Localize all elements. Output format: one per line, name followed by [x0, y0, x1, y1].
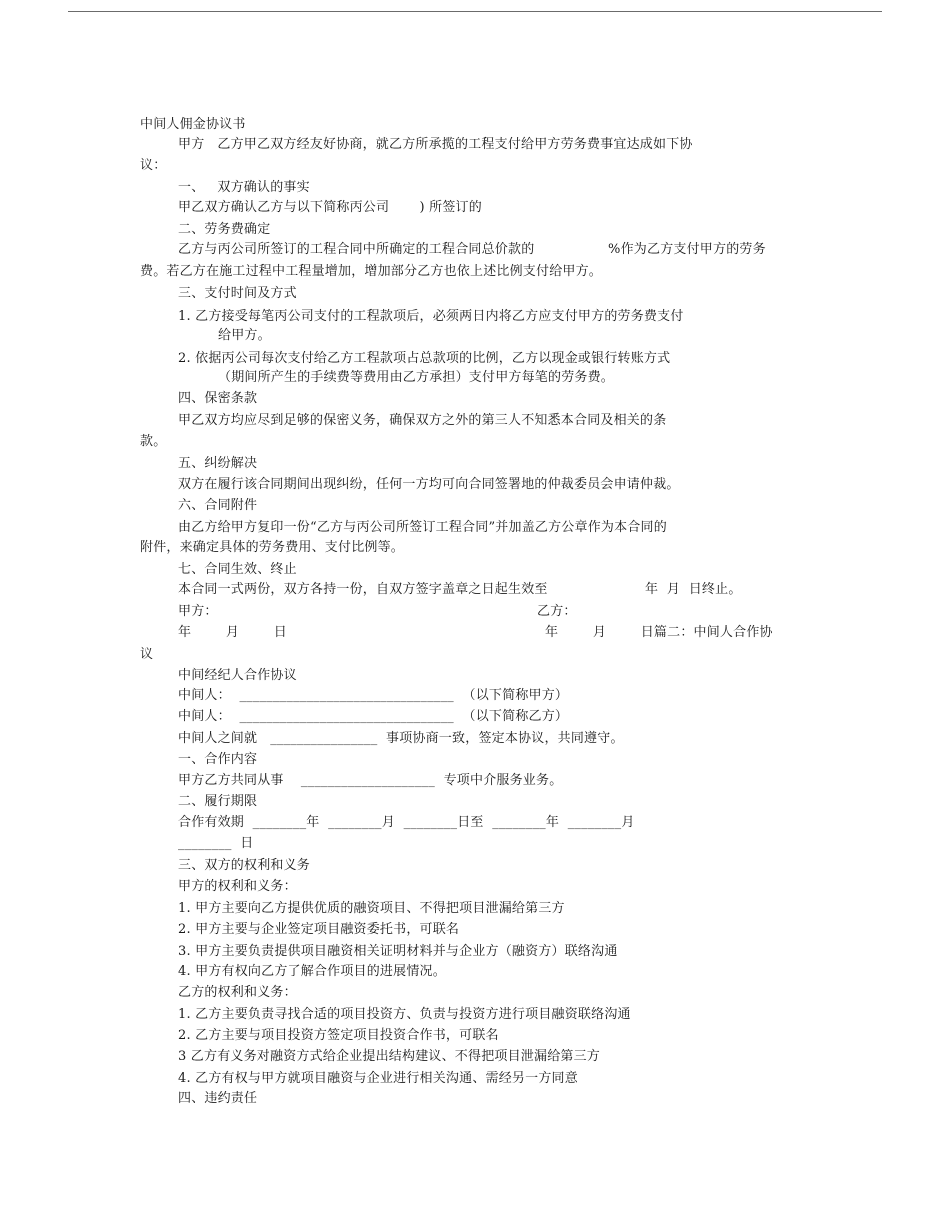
second-document-title: 中间经纪人合作协议: [178, 668, 297, 683]
paragraph-line: 甲方 乙方甲乙双方经友好协商，就乙方所承揽的工程支付给甲方劳务费事宜达成如下协: [178, 137, 693, 152]
list-item-continuation: （期间所产生的手续费等费用由乙方承担）支付甲方每笔的劳务费。: [218, 370, 615, 385]
list-item: 1. 乙方接受每笔丙公司支付的工程款项后，必须两日内将乙方应支付甲方的劳务费支付: [178, 309, 684, 324]
list-item: 1. 甲方主要向乙方提供优质的融资项目、不得把项目泄漏给第三方: [178, 901, 565, 916]
section-heading: 四、保密条款: [178, 391, 258, 406]
paragraph-line: 款。: [140, 434, 167, 449]
list-item: 3 乙方有义务对融资方式给企业提出结构建议、不得把项目泄漏给第三方: [178, 1049, 601, 1064]
section-heading: 七、合同生效、终止: [178, 562, 297, 577]
list-item: 2. 甲方主要与企业签定项目融资委托书，可联名: [178, 922, 460, 937]
section-heading: 三、双方的权利和义务: [178, 858, 311, 873]
paragraph-line: 甲乙双方确认乙方与以下简称丙公司 ) 所签订的: [178, 200, 482, 215]
party-a-line: 中间人： ________________________________ （以下简称甲方）: [178, 688, 569, 703]
list-item: 4. 乙方有权与甲方就项目融资与企业进行相关沟通、需经另一方同意: [178, 1071, 578, 1086]
list-item: 4. 甲方有权向乙方了解合作项目的进展情况。: [178, 964, 446, 979]
paragraph-line: 费。若乙方在施工过程中工程量增加，增加部分乙方也依上述比例支付给甲方。: [140, 264, 603, 279]
signature-date-a: 年 月 日: [178, 625, 287, 640]
paragraph-line: 乙方与丙公司所签订的工程合同中所确定的工程合同总价款的 %作为乙方支付甲方的劳务: [178, 242, 766, 257]
paragraph-line: 由乙方给甲方复印一份“乙方与丙公司所签订工程合同”并加盖乙方公章作为本合同的: [178, 520, 667, 535]
term-line: 合作有效期 ________年 ________月 ________日至 ________年 ________月: [178, 815, 635, 830]
document-title: 中间人佣金协议书: [140, 117, 246, 132]
agreement-intro: 中间人之间就 ________________ 事项协商一致，签定本协议，共同遵守。: [178, 731, 624, 746]
signature-party-b: 乙方：: [537, 604, 577, 619]
section-heading: 五、纠纷解决: [178, 456, 258, 471]
section-heading: 二、履行期限: [178, 794, 258, 809]
subsection-heading: 甲方的权利和义务：: [178, 879, 297, 894]
subsection-heading: 乙方的权利和义务：: [178, 985, 297, 1000]
paragraph-line: 甲方乙方共同从事 ____________________ 专项中介服务业务。: [178, 773, 563, 788]
paragraph-line: 本合同一式两份，双方各持一份，自双方签字盖章之日起生效至: [178, 582, 548, 597]
signature-party-a: 甲方：: [178, 604, 218, 619]
list-item-continuation: 给甲方。: [218, 328, 271, 343]
list-item: 3. 甲方主要负责提供项目融资相关证明材料并与企业方（融资方）联络沟通: [178, 944, 618, 959]
paragraph-line: 议: [140, 647, 154, 662]
paragraph-line: 双方在履行该合同期间出现纠纷，任何一方均可向合同签署地的仲裁委员会申请仲裁。: [178, 477, 680, 492]
section-heading: 一、 双方确认的事实: [178, 180, 310, 195]
party-b-line: 中间人： ________________________________ （以下简称乙方）: [178, 709, 569, 724]
list-item: 1. 乙方主要负责寻找合适的项目投资方、负责与投资方进行项目融资联络沟通: [178, 1007, 631, 1022]
paragraph-line: 附件，来确定具体的劳务费用、支付比例等。: [140, 540, 405, 555]
section-heading: 一、合作内容: [178, 752, 258, 767]
paragraph-line: 议：: [140, 158, 167, 173]
list-item: 2. 依据丙公司每次支付给乙方工程款项占总款项的比例，乙方以现金或银行转账方式: [178, 351, 671, 366]
term-line-continuation: ________ 日: [178, 836, 254, 851]
list-item: 2. 乙方主要与项目投资方签定项目投资合作书，可联名: [178, 1028, 499, 1043]
end-date-text: 年 月 日终止。: [645, 582, 742, 597]
section-heading: 三、支付时间及方式: [178, 286, 297, 301]
section-heading: 四、违约责任: [178, 1091, 258, 1106]
section-heading: 二、劳务费确定: [178, 222, 271, 237]
signature-date-b: 年 月 日篇二：中间人合作协: [545, 625, 773, 640]
paragraph-line: 甲乙双方均应尽到足够的保密义务，确保双方之外的第三人不知悉本合同及相关的条: [178, 413, 667, 428]
section-heading: 六、合同附件: [178, 498, 258, 513]
